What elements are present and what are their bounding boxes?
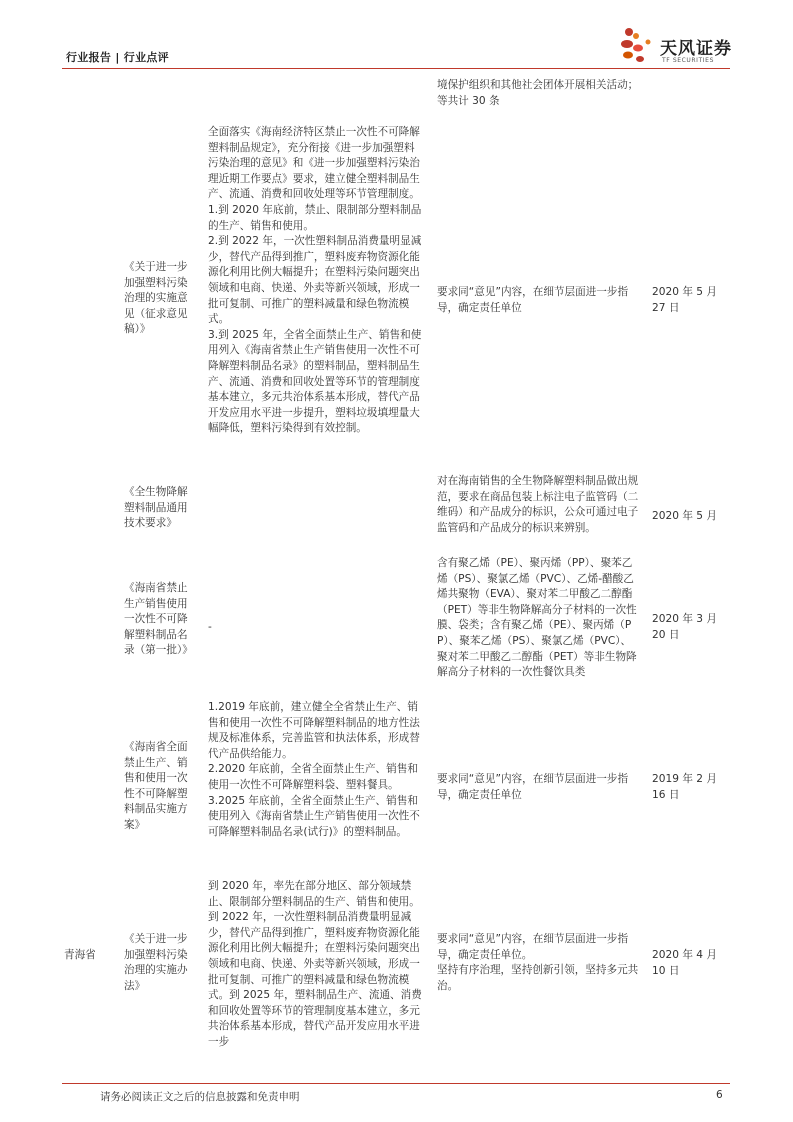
date-cell: 2020 年 4 月 10 日 xyxy=(652,949,717,977)
logo-mark-icon xyxy=(620,26,654,68)
measures-cell xyxy=(437,474,639,536)
content-paragraph: 2.到 2022 年，一次性塑料制品消费量明显减少，替代产品得到推广，塑料废弃物资源化能源化利用比例大幅提升；在塑料污染问题突出领域和电商、快递、外卖等新兴领域，形成一批可复制、可推广的塑料减量和绿色物流模式。 xyxy=(208,235,422,326)
measure-line: 要求同“意见”内容，在细节层面进一步指导，确定责任单位 xyxy=(437,773,629,801)
content-paragraph: 2.2020 年底前，全省全面禁止生产、销售和使用一次性不可降解塑料袋、塑料餐具。 xyxy=(208,763,418,791)
logo-chinese-name: 天风证券 xyxy=(660,39,732,59)
measures-cell xyxy=(437,772,639,803)
measures-cell xyxy=(437,285,639,316)
policy-name-cell: 《全生物降解塑料制品通用技术要求》 xyxy=(124,486,188,530)
content-paragraph: - xyxy=(208,621,212,633)
content-cell xyxy=(208,620,424,636)
logo-english-name: TF SECURITIES xyxy=(662,57,714,64)
disclaimer-text: 请务必阅读正文之后的信息披露和免责申明 xyxy=(100,1091,300,1103)
report-category: 行业报告 | 行业点评 xyxy=(66,51,169,64)
policy-name-cell: 《海南省禁止生产销售使用一次性不可降解塑料制品名录（第一批）》 xyxy=(124,582,193,657)
content-paragraph: 到 2020 年，率先在部分地区、部分领域禁止、限制部分塑料制品的生产、销售和使用。到 2022 年，一次性塑料制品消费量明显减少，替代产品得到推广，塑料废弃物资源化能源化利用比例大幅提升；在塑料污染问题突出领域和电商、快递、外卖等新兴领域，形成一批可复制、可推广的塑料减量和绿色物流模式。到 2025 年，塑料制品生产、流通、消费和回收处置等环节的管理制度基本建立，多元共治体系基本形成，替代产品开发应用水平进一步 xyxy=(208,880,422,1048)
policy-name-cell: 《关于进一步加强塑料污染治理的实施意见（征求意见稿）》 xyxy=(124,261,188,336)
content-paragraph: 3.2025 年底前，全省全面禁止生产、销售和使用列入《海南省禁止生产销售使用一次性不可降解塑料制品名录(试行)》的塑料制品。 xyxy=(208,794,420,838)
date-cell: 2020 年 5 月 xyxy=(652,510,717,522)
date-cell: 2020 年 5 月 27 日 xyxy=(652,286,717,314)
policy-name-cell: 《海南省全面禁止生产、销售和使用一次性不可降解塑料制品实施方案》 xyxy=(124,741,188,831)
date-cell: 2019 年 2 月 16 日 xyxy=(652,773,717,801)
measure-line: 境保护组织和其他社会团体开展相关活动； xyxy=(437,79,639,91)
measures-cell xyxy=(437,78,639,109)
region-cell: 青海省 xyxy=(64,949,96,961)
content-paragraph: 1.2019 年底前，建立健全全省禁止生产、销售和使用一次性不可降解塑料制品的地方性法规及标准体系，完善监管和执法体系，形成替代产品供给能力。 xyxy=(208,701,420,760)
measure-line: 对在海南销售的全生物降解塑料制品做出规范，要求在商品包装上标注电子监管码（二维码）和产品成分的标识，公众可通过电子监管码和产品成分的标识来辨别。 xyxy=(437,475,639,534)
content-paragraph: 1.到 2020 年底前，禁止、限制部分塑料制品的生产、销售和使用。 xyxy=(208,203,422,232)
footer-divider xyxy=(62,1083,730,1084)
content-cell xyxy=(208,125,424,437)
content-paragraph: 3.到 2025 年，全省全面禁止生产、销售和使用列入《海南省禁止生产销售使用一次性不可降解塑料制品名录》的塑料制品，塑料制品生产、流通、消费和回收处置等环节的管理制度基本建立，多元共治体系基本形成，替代产品开发应用水平进一步提升，塑料垃圾填埋量大幅降低，塑料污染得到有效控制。 xyxy=(208,328,422,435)
company-logo xyxy=(620,26,740,68)
measure-line: 等共计 30 条 xyxy=(437,94,500,107)
measure-line: 要求同“意见”内容，在细节层面进一步指导，确定责任单位 xyxy=(437,286,629,314)
measure-line: 要求同“意见”内容，在细节层面进一步指导，确定责任单位。 xyxy=(437,933,629,961)
page-number: 6 xyxy=(716,1089,723,1101)
measures-cell xyxy=(437,556,639,681)
measure-line: 含有聚乙烯（PE）、聚丙烯（PP）、聚苯乙烯（PS）、聚氯乙烯（PVC）、乙烯-醋酸乙烯共聚物（EVA）、聚对苯二甲酸乙二醇酯（PET）等非生物降解高分子材料的一次性膜、袋类；含有聚乙烯（PE）、聚丙烯（PP）、聚苯乙烯（PS）、聚氯乙烯（PVC）、聚对苯二甲酸乙二醇酯（PET）等非生物降解高分子材料的一次性餐饮具类 xyxy=(437,557,637,679)
date-cell: 2020 年 3 月 20 日 xyxy=(652,613,717,641)
content-cell xyxy=(208,879,424,1051)
measure-line: 坚持有序治理，坚持创新引领，坚持多元共治。 xyxy=(437,964,639,992)
content-paragraph: 全面落实《海南经济特区禁止一次性不可降解塑料制品规定》，充分衔接《进一步加强塑料污染治理的意见》和《进一步加强塑料污染治理近期工作要点》要求，建立健全塑料制品生产、流通、消费和回收处理等环节管理制度。 xyxy=(208,126,420,201)
measures-cell xyxy=(437,932,639,994)
policy-name-cell: 《关于进一步加强塑料污染治理的实施办法》 xyxy=(124,933,188,992)
header-divider xyxy=(62,68,730,69)
content-cell xyxy=(208,700,424,840)
